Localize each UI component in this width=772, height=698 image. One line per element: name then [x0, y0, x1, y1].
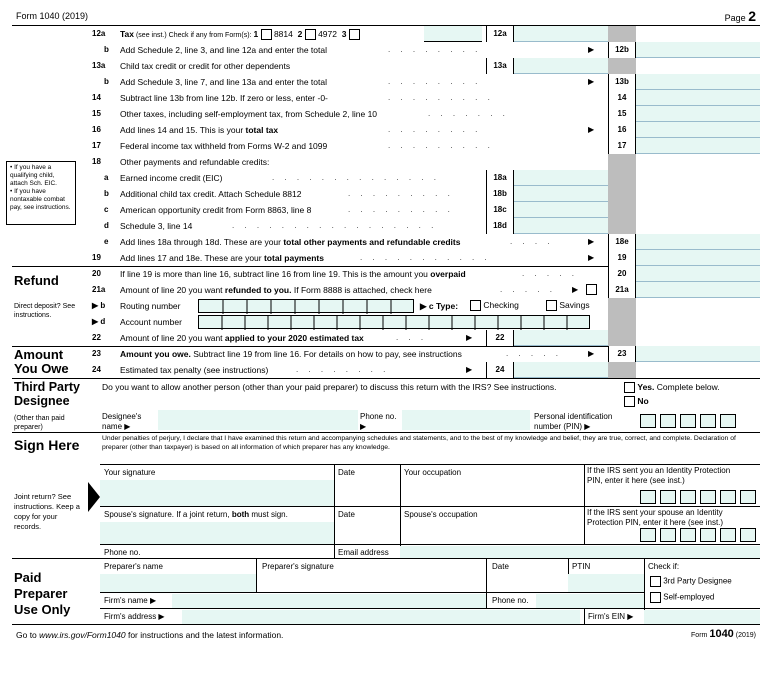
preparer-name-label: Preparer's name: [104, 562, 163, 571]
line-23-input[interactable]: [636, 346, 760, 362]
line-13b-input[interactable]: [636, 74, 760, 90]
line-number: 20: [92, 269, 101, 278]
line-desc: Routing number: [120, 301, 181, 311]
line-18d-input[interactable]: [514, 218, 608, 234]
paid-preparer-title: Paid Preparer Use Only: [14, 570, 71, 617]
sign-note: Joint return? See instructions. Keep a copy for your records.: [14, 492, 80, 531]
account-type-label: ▶ c Type:: [420, 301, 459, 311]
line-22: 22 Amount of line 20 you want applied to your 2020 estimated tax . . . ▶ 22: [12, 330, 760, 346]
line-18e-input[interactable]: [636, 234, 760, 250]
line-18d: d Schedule 3, line 14 . . . . . . . . . . . . . . . . . 18d: [12, 218, 760, 234]
line-18b: b Additional child tax credit. Attach Schedule 8812 . . . . . . . . . 18b: [12, 186, 760, 202]
line-desc: Add lines 14 and 15. This is your total tax: [120, 125, 279, 135]
line-12b-input[interactable]: [636, 42, 760, 58]
your-signature-label: Your signature: [104, 468, 156, 477]
line-number: 17: [92, 141, 101, 150]
line-number: 13a: [92, 61, 106, 70]
line-number: 19: [92, 253, 101, 262]
line-desc: Subtract line 13b from line 12b. If zero or less, enter -0-: [120, 93, 328, 103]
bullet-text: • If you have nontaxable combat pay, see instructions.: [10, 188, 71, 211]
form-3-input[interactable]: [424, 26, 482, 42]
routing-number-input[interactable]: [198, 299, 414, 313]
line-18a: a Earned income credit (EIC) . . . . . . . . . . . . . . 18a: [12, 170, 760, 186]
bullet-text: • If you have a qualifying child, attach Sch. EIC.: [10, 164, 57, 187]
footer-form-id: Form 1040 (2019): [691, 628, 756, 640]
firm-ein-label: Firm's EIN ▶: [588, 612, 634, 621]
box-label: 13b: [608, 74, 636, 90]
self-employed-check: Self-employed: [650, 592, 714, 603]
firm-address-label: Firm's address ▶: [104, 612, 165, 621]
preparer-date-label: Date: [492, 562, 509, 571]
line-desc: Child tax credit or credit for other dependents: [120, 61, 291, 71]
line-number: b: [104, 189, 109, 198]
box-label: 18d: [486, 218, 514, 234]
line-number: b: [104, 45, 109, 54]
box-label: 13a: [486, 58, 514, 74]
designee-pin-label: Personal identification number (PIN) ▶: [534, 412, 613, 431]
line-number: ▶ b: [92, 301, 106, 310]
self-employed-checkbox[interactable]: [650, 592, 661, 603]
box-label: 18c: [486, 202, 514, 218]
line-number: b: [104, 77, 109, 86]
email-label: Email address: [338, 548, 389, 557]
designee-name-input[interactable]: [158, 410, 358, 430]
line-desc: Federal income tax withheld from Forms W-2 and 1099: [120, 141, 328, 151]
designee-question: Do you want to allow another person (other than your paid preparer) to discuss this return with the IRS? See instructions.: [102, 382, 557, 392]
line-number: 15: [92, 109, 101, 118]
account-number-cells: [199, 316, 591, 330]
firm-address-input[interactable]: [182, 610, 580, 624]
line-number: d: [104, 221, 109, 230]
line-number: 12a: [92, 29, 106, 38]
line-14: 14 Subtract line 13b from line 12b. If zero or less, enter -0- . . . . . . . . . 14: [12, 90, 760, 106]
line-19: 19 Add lines 17 and 18e. These are your total payments . . . . . . . . . . . ▶ 19: [12, 250, 760, 266]
line-24-input[interactable]: [514, 362, 608, 378]
line-24: 24 Estimated tax penalty (see instructions) . . . . . . . . ▶ 24: [12, 362, 760, 378]
third-party-note: (Other than paid preparer): [14, 415, 65, 431]
box-label: 16: [608, 122, 636, 138]
spouse-date-label: Date: [338, 510, 355, 519]
sign-here-title: Sign Here: [14, 437, 80, 453]
box-label: 12a: [486, 26, 514, 42]
box-label: 17: [608, 138, 636, 154]
preparer-name-input[interactable]: [100, 574, 256, 592]
designee-phone-label: Phone no. ▶: [360, 412, 397, 431]
firm-name-input[interactable]: [172, 594, 486, 608]
form-1040-page-2: [12, 6, 760, 646]
box-label: 24: [486, 362, 514, 378]
sign-arrow-icon: [88, 482, 100, 512]
account-number-input[interactable]: [198, 315, 590, 329]
line-22-input[interactable]: [514, 330, 608, 346]
form-label: Form 1040 (2019): [16, 11, 89, 21]
line-desc: Estimated tax penalty (see instructions): [120, 365, 269, 375]
check-if-label: Check if:: [648, 562, 680, 571]
line-13b: b Add Schedule 3, line 7, and line 13a and enter the total . . . . . . . . ▶ 13b: [12, 74, 760, 90]
line-15: 15 Other taxes, including self-employment tax, from Schedule 2, line 10 . . . . . . . 15: [12, 106, 760, 122]
amount-owe-title: Amount You Owe: [14, 347, 69, 376]
box-label: 12b: [608, 42, 636, 58]
line-desc: Tax (see inst.) Check if any from Form(s): 1 8814 2 4972 3: [120, 29, 360, 40]
preparer-signature-label: Preparer's signature: [262, 562, 334, 571]
line-12b: b Add Schedule 2, line 3, and line 12a and enter the total . . . . . . . . ▶ 12b: [12, 42, 760, 58]
line-desc: Other payments and refundable credits:: [120, 157, 270, 167]
savings-label: Savings: [559, 300, 590, 310]
line-desc: Add lines 17 and 18e. These are your total payments: [120, 253, 324, 263]
refund-title: Refund: [14, 273, 59, 288]
designee-yes-checkbox[interactable]: [624, 382, 635, 393]
refund-note: Direct deposit? See instructions.: [14, 303, 76, 319]
line-12a-input[interactable]: [514, 26, 608, 42]
line-desc: Other taxes, including self-employment tax, from Schedule 2, line 10: [120, 109, 378, 119]
spouse-signature-input[interactable]: [100, 522, 334, 544]
line-number: 23: [92, 349, 101, 358]
preparer-phone-label: Phone no.: [492, 596, 529, 605]
line-20: 20 If line 19 is more than line 16, subtract line 16 from line 19. This is the amount you overpaid . . . . . 20: [12, 266, 760, 282]
line-15-input[interactable]: [636, 106, 760, 122]
firm-ein-input[interactable]: [644, 610, 760, 624]
line-number: 18: [92, 157, 101, 166]
line-21a-input[interactable]: [636, 282, 760, 298]
line-desc: Account number: [120, 317, 182, 327]
line-18c-input[interactable]: [514, 202, 608, 218]
spouse-signature-label: Spouse's signature. If a joint return, both must sign.: [104, 510, 288, 519]
designee-no-checkbox[interactable]: [624, 396, 635, 407]
perjury-statement: Under penalties of perjury, I declare that I have examined this return and accompanying schedules and statements, and to the best of my knowledge and belief, they are true, correct, and complete. Declaration of preparer (other than taxpayer) is based on all information of which preparer has any knowledge.: [102, 435, 736, 451]
line-20-input[interactable]: [636, 266, 760, 282]
line-12a: [12, 26, 760, 42]
line-14-input[interactable]: [636, 90, 760, 106]
ptin-input[interactable]: [568, 574, 644, 592]
box-label: 18b: [486, 186, 514, 202]
box-label: 23: [608, 346, 636, 362]
line-number: e: [104, 237, 109, 246]
line-desc: American opportunity credit from Form 8863, line 8: [120, 205, 312, 215]
line-17: 17 Federal income tax withheld from Forms W-2 and 1099 . . . . . . . . . 17: [12, 138, 760, 154]
line-number: 16: [92, 125, 101, 134]
line-13a-input[interactable]: [514, 58, 608, 74]
form-8888-checkbox[interactable]: [586, 284, 597, 295]
checking-checkbox[interactable]: [470, 300, 481, 311]
line-desc: Add lines 18a through 18d. These are your total other payments and refundable credits: [120, 237, 461, 247]
box-label: 18e: [608, 234, 636, 250]
preparer-phone-input[interactable]: [536, 594, 644, 608]
line-number: c: [104, 205, 109, 214]
third-party-title: Third Party Designee: [14, 380, 80, 408]
box-label: 19: [608, 250, 636, 266]
line-desc: Amount of line 20 you want refunded to you. If Form 8888 is attached, check here: [120, 285, 432, 295]
line-23: 23 Amount you owe. Subtract line 19 from line 16. For details on how to pay, see instructions . . . . . ▶ 23: [12, 346, 760, 362]
line-18a-input[interactable]: [514, 170, 608, 186]
designee-phone-input[interactable]: [402, 410, 530, 430]
line-21d: [12, 314, 760, 330]
line-16: 16 Add lines 14 and 15. This is your total tax . . . . . . . . ▶ 16: [12, 122, 760, 138]
firm-name-label: Firm's name ▶: [104, 596, 157, 605]
third-party-checkbox[interactable]: [650, 576, 661, 587]
irs-link[interactable]: www.irs.gov/Form1040: [39, 630, 126, 640]
line-desc: Additional child tax credit. Attach Schedule 8812: [120, 189, 302, 199]
form-4972-checkbox[interactable]: [305, 29, 316, 40]
line-21b: [12, 298, 760, 314]
spouse-occupation-label: Spouse's occupation: [404, 510, 478, 519]
your-occupation-label: Your occupation: [404, 468, 462, 477]
savings-checkbox[interactable]: [546, 300, 557, 311]
your-signature-input[interactable]: [100, 480, 334, 506]
line-18c: c American opportunity credit from Form 8863, line 8 . . . . . . . . . 18c: [12, 202, 760, 218]
line-desc: Schedule 3, line 14: [120, 221, 193, 231]
line-desc: Earned income credit (EIC): [120, 173, 223, 183]
designee-yes: Yes. Complete below.: [624, 382, 720, 393]
line-18: [12, 154, 760, 170]
page-number: Page 2: [724, 8, 756, 24]
box-label: 14: [608, 90, 636, 106]
line-desc: Amount you owe. Subtract line 19 from line 16. For details on how to pay, see instructions: [120, 349, 462, 359]
line-number: a: [104, 173, 109, 182]
form-8814-checkbox[interactable]: [261, 29, 272, 40]
form-3-checkbox[interactable]: [349, 29, 360, 40]
third-party-check: 3rd Party Designee: [650, 576, 732, 587]
phone-label: Phone no.: [104, 548, 141, 557]
line-19-input[interactable]: [636, 250, 760, 266]
email-input[interactable]: [400, 546, 760, 558]
footer-instructions: Go to www.irs.gov/Form1040 for instructions and the latest information.: [16, 630, 284, 640]
line-16-input[interactable]: [636, 122, 760, 138]
box-label: 20: [608, 266, 636, 282]
designee-no: No: [624, 396, 649, 407]
line-21a: 21a Amount of line 20 you want refunded to you. If Form 8888 is attached, check here . . . . . ▶ 21a: [12, 282, 760, 298]
box-label: 15: [608, 106, 636, 122]
box-label: 22: [486, 330, 514, 346]
page-header: [12, 6, 760, 26]
line-number: 24: [92, 365, 101, 374]
line-number: ▶ d: [92, 317, 106, 326]
line-18b-input[interactable]: [514, 186, 608, 202]
line-number: 21a: [92, 285, 106, 294]
spouse-ip-pin-label: If the IRS sent your spouse an Identity Protection PIN, enter it here (see inst.): [587, 508, 724, 527]
line-18e: e Add lines 18a through 18d. These are your total other payments and refundable credits . . . . ▶ 18e: [12, 234, 760, 250]
line-desc: If line 19 is more than line 16, subtract line 16 from line 19. This is the amount you overpaid: [120, 269, 466, 279]
line-17-input[interactable]: [636, 138, 760, 154]
date-label: Date: [338, 468, 355, 477]
box-label: 18a: [486, 170, 514, 186]
line-number: 14: [92, 93, 101, 102]
checking-label: Checking: [483, 300, 519, 310]
designee-name-label: Designee's name ▶: [102, 412, 142, 431]
line-desc: Amount of line 20 you want applied to your 2020 estimated tax: [120, 333, 364, 343]
line-13a: [12, 58, 760, 74]
line-desc: Add Schedule 3, line 7, and line 13a and enter the total: [120, 77, 327, 87]
line-desc: Add Schedule 2, line 3, and line 12a and enter the total: [120, 45, 327, 55]
routing-number-cells: [199, 300, 415, 314]
ip-pin-label: If the IRS sent you an Identity Protection PIN, enter it here (see inst.): [587, 466, 731, 485]
line-number: 22: [92, 333, 101, 342]
box-label: 21a: [608, 282, 636, 298]
ptin-label: PTIN: [572, 562, 591, 571]
